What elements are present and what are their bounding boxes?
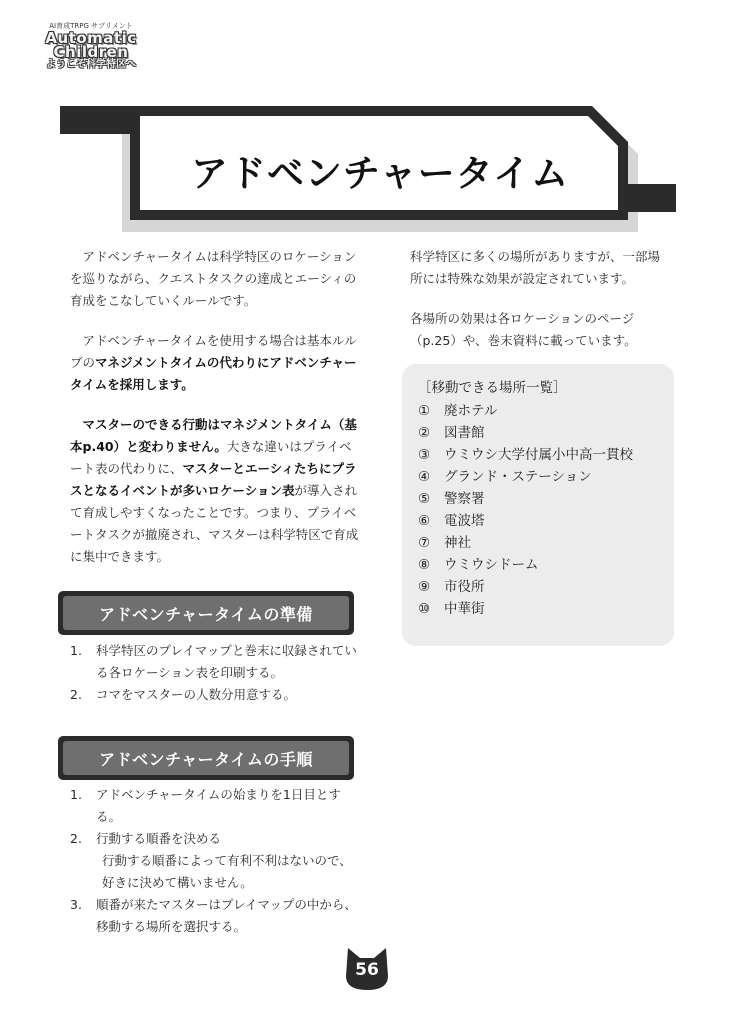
right-column — [410, 246, 670, 370]
procedure-step — [70, 894, 360, 938]
location-item — [418, 488, 633, 510]
location-name: 図書館 — [444, 425, 485, 441]
location-item — [418, 598, 633, 620]
location-number: ⑤ — [418, 491, 431, 507]
location-name: 神社 — [444, 535, 471, 551]
location-item — [418, 510, 633, 532]
prep-step — [70, 640, 360, 684]
intro-p3-bold-1: マスターのできる行動はマネジメントタイム（基本p.40）と変わりません。 — [70, 417, 357, 454]
logo-tagline: ようこそ科学特区へ — [46, 59, 136, 70]
procedure-section-heading — [58, 736, 354, 780]
page-number: 56 — [355, 960, 379, 980]
procedure-step — [70, 784, 360, 828]
location-item — [418, 400, 633, 422]
location-number: ⑩ — [418, 601, 431, 617]
logo-title-line2: Children — [53, 43, 129, 61]
location-item — [418, 576, 633, 598]
step-text: コマをマスターの人数分用意する。 — [96, 687, 297, 702]
page-number-badge — [344, 946, 390, 992]
prep-steps-list — [70, 640, 360, 706]
logo-top-line: AI育成TRPG サプリメント — [49, 22, 133, 30]
procedure-section-title: アドベンチャータイムの手順 — [63, 741, 349, 775]
location-name: 市役所 — [444, 579, 485, 595]
page-title: アドベンチャータイム — [190, 152, 570, 195]
locations-list — [418, 400, 633, 620]
location-name: グランド・ステーション — [444, 469, 592, 485]
intro-column — [70, 246, 360, 586]
locations-box — [402, 364, 674, 646]
intro-p2-bold: マネジメントタイムの代わりにアドベンチャータイムを採用します。 — [70, 355, 357, 392]
intro-p2-text: アドベンチャータイムを使用する場合は基本ルルブの — [70, 333, 357, 370]
procedure-step-note: 好きに決めて構いません。 — [102, 875, 253, 890]
location-item — [418, 422, 633, 444]
step-number: 1. — [70, 787, 82, 802]
intro-p3-bold-2: マスターとエーシィたちにプラスとなるイベントが多いロケーション表 — [70, 461, 357, 498]
location-number: ① — [418, 403, 431, 419]
procedure-steps-list — [70, 784, 360, 938]
right-paragraph-2: 各場所の効果は各ロケーションのページ（p.25）や、巻末資料に載っています。 — [410, 311, 637, 348]
locations-header: ［移動できる場所一覧］ — [418, 380, 567, 396]
location-number: ③ — [418, 447, 431, 463]
location-name: 警察署 — [444, 491, 485, 507]
step-text: 行動する順番を決める — [96, 831, 222, 846]
step-text: 順番が来たマスターはプレイマップの中から、移動する場所を選択する。 — [96, 897, 357, 934]
intro-p3-text-2: が導入されて育成しやすくなったことです。つまり、プライベートタスクが撤廃され、マスターは科学特区で育成に集中できます。 — [70, 483, 359, 564]
location-item — [418, 444, 633, 466]
prep-section-heading — [58, 591, 354, 635]
step-text: 科学特区のプレイマップと巻末に収録されている各ロケーション表を印刷する。 — [96, 643, 357, 680]
title-banner — [0, 0, 732, 240]
step-text: アドベンチャータイムの始まりを1日目とする。 — [96, 787, 341, 824]
location-name: ウミウシドーム — [444, 557, 539, 573]
location-item — [418, 554, 633, 576]
location-number: ⑧ — [418, 557, 431, 573]
procedure-step-note: 行動する順番によって有利不利はないので、 — [102, 853, 352, 868]
location-number: ⑨ — [418, 579, 431, 595]
right-paragraph-1: 科学特区に多くの場所がありますが、一部場所には特殊な効果が設定されています。 — [410, 249, 661, 286]
location-name: 廃ホテル — [444, 403, 498, 419]
location-number: ⑦ — [418, 535, 431, 551]
location-item — [418, 532, 633, 554]
location-number: ② — [418, 425, 431, 441]
location-item — [418, 466, 633, 488]
intro-paragraph-3 — [70, 414, 360, 568]
location-name: 電波塔 — [444, 513, 485, 529]
location-name: 中華街 — [444, 601, 485, 617]
step-number: 2. — [70, 831, 82, 846]
step-number: 2. — [70, 687, 82, 702]
location-number: ④ — [418, 469, 431, 485]
logo-title-line1: Automatic — [45, 29, 137, 47]
prep-section-title: アドベンチャータイムの準備 — [63, 596, 349, 630]
location-number: ⑥ — [418, 513, 431, 529]
location-name: ウミウシ大学付属小中高一貫校 — [444, 447, 633, 463]
intro-paragraph-1: アドベンチャータイムは科学特区のロケーションを巡りながら、クエストタスクの達成とエーシィの育成をこなしていくルールです。 — [70, 249, 357, 308]
step-number: 1. — [70, 643, 82, 658]
procedure-step — [70, 828, 360, 850]
prep-step — [70, 684, 360, 706]
step-number: 3. — [70, 897, 82, 912]
intro-p3-text-1: 大きな違いはプライベート表の代わりに、 — [70, 439, 352, 476]
intro-paragraph-2 — [70, 330, 360, 396]
